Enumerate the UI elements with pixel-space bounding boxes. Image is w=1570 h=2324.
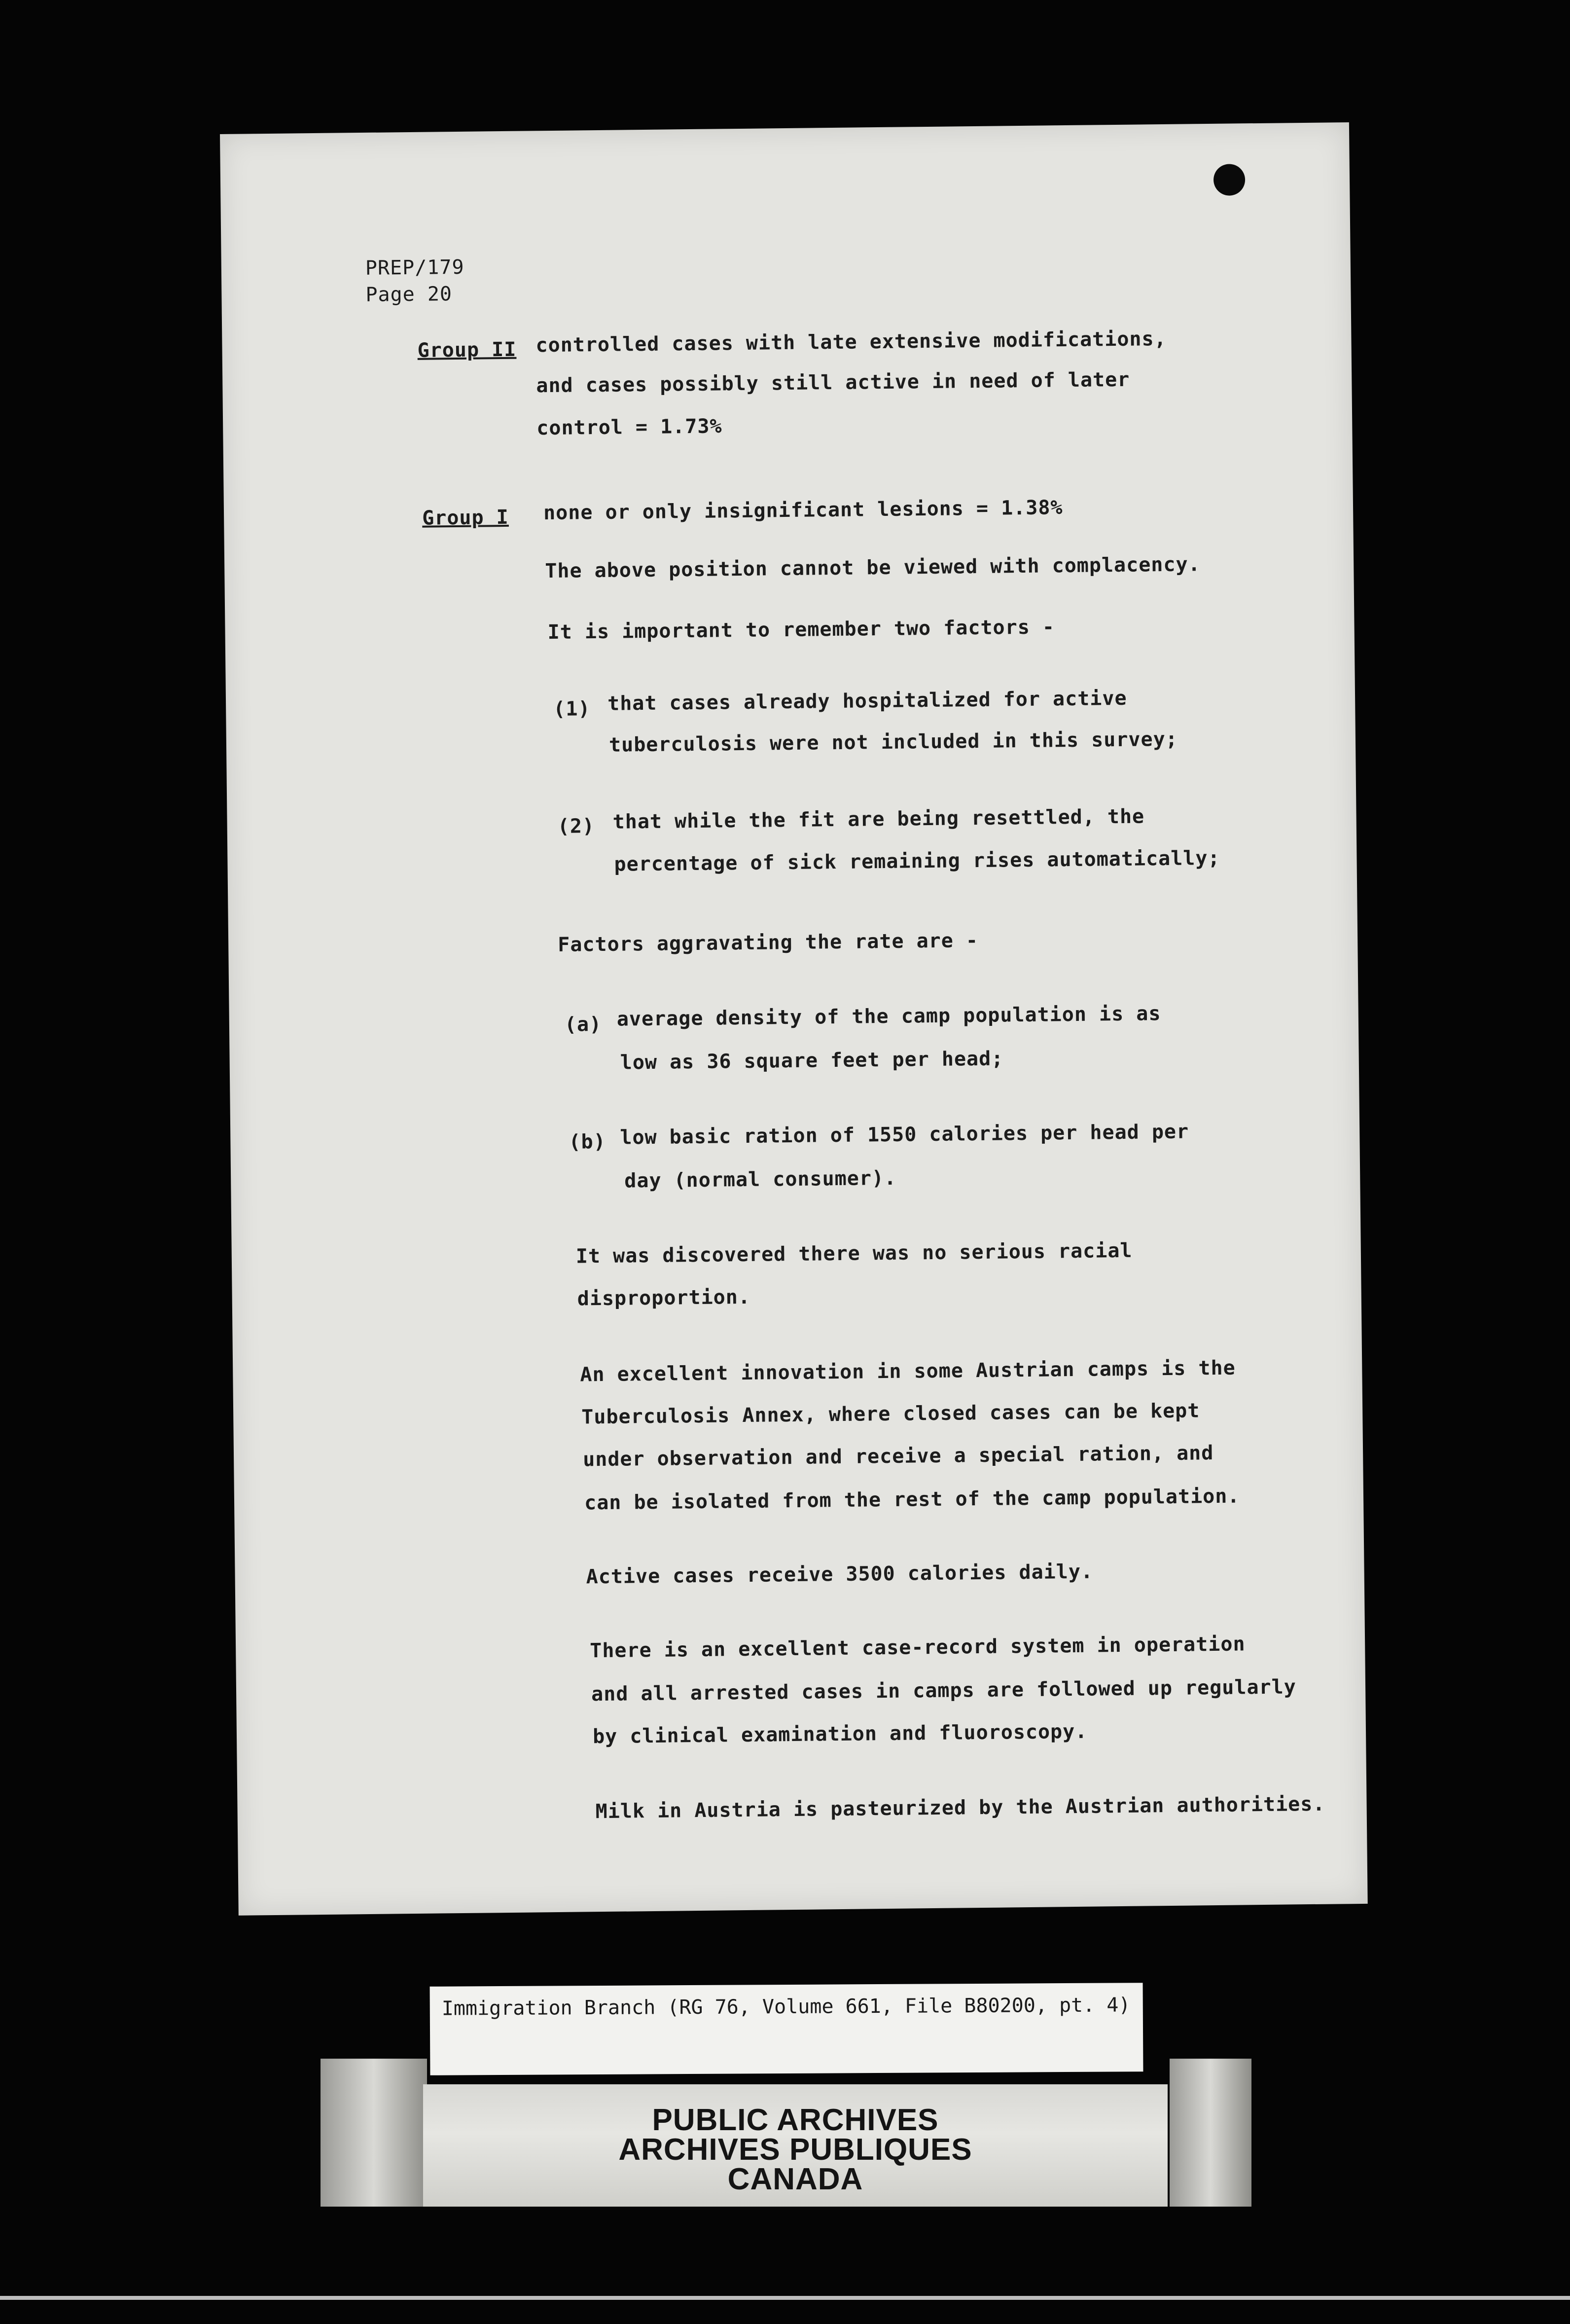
archive-stamp bbox=[423, 2084, 1168, 2207]
factor-1-number: (1) bbox=[553, 697, 591, 721]
complacency-paragraph: The above position cannot be viewed with complacency. bbox=[545, 553, 1201, 583]
aggravating-a-line-1: average density of the camp population is as bbox=[616, 1002, 1161, 1031]
record-line-3: by clinical examination and fluoroscopy. bbox=[592, 1720, 1088, 1748]
annex-line-2: Tuberculosis Annex, where closed cases can be kept bbox=[581, 1399, 1200, 1429]
record-line-2: and all arrested cases in camps are followed up regularly bbox=[591, 1675, 1297, 1706]
stamp-line-2: ARCHIVES PUBLIQUES bbox=[618, 2133, 972, 2167]
factors-intro: It is important to remember two factors - bbox=[547, 616, 1055, 644]
archive-citation-label bbox=[430, 1983, 1143, 2075]
group2-line-2: and cases possibly still active in need of later bbox=[536, 368, 1130, 398]
film-edge-line bbox=[0, 2296, 1570, 2300]
aggravating-b-number: (b) bbox=[569, 1130, 606, 1154]
aggravating-intro: Factors aggravating the rate are - bbox=[558, 929, 979, 956]
left-tape-scrap bbox=[321, 2059, 427, 2207]
group1-line: none or only insignificant lesions = 1.38% bbox=[543, 496, 1063, 525]
milk-paragraph: Milk in Austria is pasteurized by the Austrian authorities. bbox=[595, 1792, 1325, 1823]
annex-line-3: under observation and receive a special ration, and bbox=[582, 1442, 1214, 1471]
aggravating-a-number: (a) bbox=[564, 1013, 602, 1036]
record-line-1: There is an excellent case-record system in operation bbox=[590, 1633, 1246, 1663]
document-page bbox=[220, 122, 1368, 1916]
aggravating-b-line-2: day (normal consumer). bbox=[624, 1166, 897, 1193]
group2-label bbox=[417, 338, 516, 362]
page-number: Page 20 bbox=[365, 283, 453, 306]
racial-line-1: It was discovered there was no serious racial bbox=[575, 1239, 1133, 1268]
aggravating-b-line-1: low basic ration of 1550 calories per head per bbox=[620, 1120, 1189, 1149]
stamp-line-3: CANADA bbox=[727, 2162, 863, 2196]
active-cases-paragraph: Active cases receive 3500 calories daily. bbox=[586, 1560, 1094, 1589]
group1-label-text: Group I bbox=[422, 506, 509, 530]
right-tape-scrap bbox=[1170, 2059, 1251, 2207]
annex-line-1: An excellent innovation in some Austrian camps is the bbox=[580, 1356, 1236, 1386]
stamp-line-1: PUBLIC ARCHIVES bbox=[652, 2103, 939, 2137]
factor-1-line-2: tuberculosis were not included in this survey; bbox=[608, 727, 1178, 757]
document-header bbox=[365, 254, 465, 308]
group2-line-1: controlled cases with late extensive modifications, bbox=[535, 327, 1167, 357]
factor-2-number: (2) bbox=[557, 815, 595, 838]
document-reference: PREP/179 bbox=[365, 255, 464, 280]
punch-hole bbox=[1213, 164, 1246, 196]
archive-citation: Immigration Branch (RG 76, Volume 661, File B80200, pt. 4) bbox=[441, 1994, 1131, 2020]
racial-line-2: disproportion. bbox=[577, 1285, 751, 1310]
factor-2-line-1: that while the fit are being resettled, the bbox=[612, 805, 1145, 834]
group2-label-text: Group II bbox=[417, 338, 517, 362]
aggravating-a-line-2: low as 36 square feet per head; bbox=[620, 1047, 1004, 1074]
factor-1-line-1: that cases already hospitalized for active bbox=[607, 687, 1127, 715]
group1-label bbox=[422, 506, 509, 530]
annex-line-4: can be isolated from the rest of the camp population. bbox=[584, 1485, 1240, 1515]
factor-2-line-2: percentage of sick remaining rises automatically; bbox=[614, 846, 1220, 876]
group2-line-3: control = 1.73% bbox=[536, 415, 722, 440]
